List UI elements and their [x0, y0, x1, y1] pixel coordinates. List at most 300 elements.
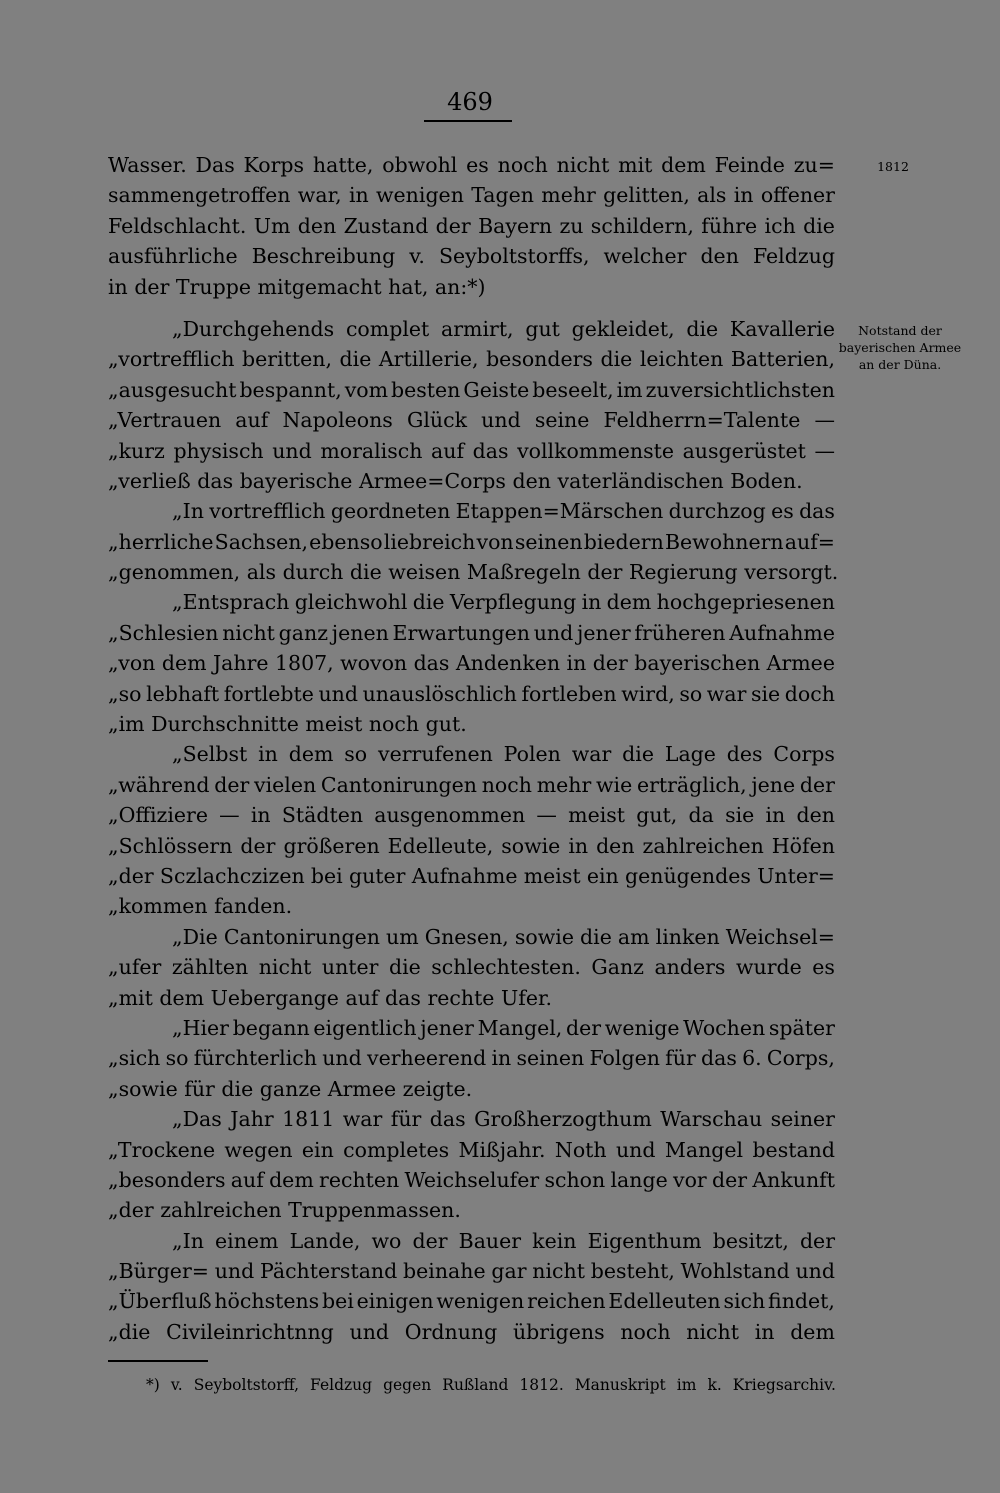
- word: Armee: [327, 1076, 397, 1101]
- text-line: [108, 314, 835, 344]
- word: complet: [345, 316, 430, 341]
- word: „mit: [108, 985, 153, 1010]
- word: besteht,: [590, 1259, 675, 1284]
- word: —: [814, 408, 835, 433]
- word: in: [568, 833, 589, 858]
- word: erträglich,: [636, 772, 747, 797]
- word: lebhaft: [146, 681, 220, 706]
- word: auf: [345, 985, 379, 1010]
- word: dem: [606, 590, 652, 615]
- word: dem: [288, 742, 334, 767]
- word: und: [615, 1137, 656, 1162]
- word: vom: [344, 377, 389, 402]
- word: Feldschlacht.: [108, 213, 247, 238]
- word: „In: [172, 499, 204, 524]
- word: seinen: [514, 529, 583, 554]
- word: sowie: [514, 924, 574, 949]
- word: war,: [297, 183, 342, 208]
- word: besitzt,: [712, 1228, 789, 1253]
- word: armirt,: [441, 316, 514, 341]
- word: „Bürger=: [108, 1259, 209, 1284]
- word: und: [481, 408, 521, 433]
- word: in: [348, 183, 369, 208]
- word: wenigen: [436, 1289, 525, 1314]
- footnote-word: Seyboltstorff,: [193, 1376, 300, 1394]
- word: noch: [481, 772, 532, 797]
- margin-note-line: an der Düna.: [858, 357, 942, 372]
- word: das: [429, 1107, 466, 1132]
- word: und: [322, 1046, 362, 1071]
- word: Bayern: [478, 213, 553, 238]
- word: ein: [586, 863, 619, 888]
- word: doch: [784, 681, 835, 706]
- word: Geiste: [463, 377, 530, 402]
- word: rechte: [427, 985, 495, 1010]
- word: unauslöschlich: [362, 681, 517, 706]
- word: Andenken: [455, 651, 561, 676]
- word: höchstens: [214, 1289, 320, 1314]
- word: Jahr: [230, 1107, 274, 1132]
- word: dem: [790, 1319, 835, 1344]
- word: lange: [610, 1167, 668, 1192]
- word: Armee=Corps: [358, 468, 506, 493]
- word: „ausgesucht: [108, 377, 237, 402]
- word: gekleidet,: [571, 316, 675, 341]
- word: „sowie: [108, 1076, 178, 1101]
- word: zahlreichen: [160, 1198, 282, 1223]
- word: „Hier: [172, 1015, 229, 1040]
- word: sowie: [501, 833, 561, 858]
- word: und: [533, 620, 574, 645]
- word: „der: [108, 1198, 154, 1223]
- word: einigen: [356, 1289, 434, 1314]
- word: die: [349, 560, 382, 585]
- text-line: [108, 922, 835, 952]
- word: schon: [544, 1167, 606, 1192]
- margin-note-side: [830, 322, 970, 373]
- word: Kavallerie: [729, 316, 835, 341]
- margin-note-line: Notstand der: [858, 323, 942, 338]
- word: „vortrefflich: [108, 347, 235, 372]
- word: in: [581, 590, 602, 615]
- word: zuversichtlichsten: [645, 377, 835, 402]
- word: „In: [172, 1228, 204, 1253]
- text-line: [108, 952, 835, 982]
- word: Das: [195, 153, 235, 177]
- text-line: [108, 1074, 835, 1104]
- word: Napoleons: [282, 408, 393, 433]
- word: Aufnahme: [411, 863, 518, 888]
- word: wird,: [621, 681, 675, 706]
- word: mitgemacht: [257, 274, 382, 299]
- footnote-word: im: [676, 1376, 697, 1394]
- word: die: [622, 742, 654, 767]
- word: Cantonirungen: [223, 924, 380, 949]
- word: auf: [230, 1167, 264, 1192]
- word: Civileinrichtnng: [166, 1319, 334, 1344]
- word: Durchschnitte: [151, 712, 299, 737]
- word: Uebergange: [210, 985, 339, 1010]
- word: nicht: [258, 955, 312, 980]
- text-line: [108, 1256, 835, 1286]
- margin-note-line: bayerischen Armee: [838, 340, 962, 355]
- word: „Vertrauen: [108, 408, 222, 433]
- word: Eigenthum: [587, 1228, 702, 1253]
- word: der: [712, 1167, 748, 1192]
- word: jene: [751, 772, 796, 797]
- word: „so: [108, 681, 142, 706]
- word: Corps,: [766, 1046, 835, 1071]
- word: und: [318, 681, 359, 706]
- word: Korps: [243, 153, 305, 177]
- footnote-word: k.: [707, 1376, 722, 1394]
- word: der: [587, 560, 623, 585]
- word: 6.: [742, 1046, 762, 1071]
- word: Aufnahme: [729, 620, 835, 645]
- word: „Selbst: [172, 742, 248, 767]
- text-line: [108, 709, 835, 739]
- word: den: [700, 244, 739, 269]
- word: die: [686, 316, 719, 341]
- word: meist: [523, 863, 581, 888]
- footnote: [146, 1372, 836, 1398]
- word: —: [219, 803, 240, 828]
- word: Wohlstand: [680, 1259, 790, 1284]
- text-line: [108, 648, 835, 678]
- page-number-rule: [424, 120, 512, 122]
- word: von: [476, 529, 514, 554]
- word: es: [812, 955, 835, 980]
- word: ich: [764, 213, 796, 238]
- word: den: [297, 213, 337, 238]
- word: „im: [108, 712, 145, 737]
- word: später: [768, 1015, 835, 1040]
- word: Lage: [664, 742, 716, 767]
- word: dem: [159, 985, 205, 1010]
- text-line: [108, 679, 835, 709]
- text-line: [108, 375, 835, 405]
- word: auf: [235, 408, 269, 433]
- word: sie: [750, 681, 781, 706]
- word: ausgerüstet: [682, 438, 806, 463]
- text-line: [108, 1195, 835, 1225]
- word: in: [491, 1046, 512, 1071]
- word: seinen: [516, 1046, 585, 1071]
- word: eigentlich: [313, 1015, 417, 1040]
- word: bestand: [752, 1137, 835, 1162]
- word: Seyboltstorffs,: [438, 244, 590, 269]
- word: leichten: [639, 347, 724, 372]
- word: ganze: [259, 1076, 322, 1101]
- text-line: [108, 983, 835, 1013]
- word: in: [754, 1319, 775, 1344]
- word: „verließ: [108, 468, 191, 493]
- text-line: [108, 831, 835, 861]
- word: bayerische: [239, 468, 353, 493]
- word: „der: [108, 863, 154, 888]
- word: beinahe: [403, 1259, 486, 1284]
- word: nicht: [222, 620, 275, 645]
- word: bei: [322, 1289, 354, 1314]
- word: für: [665, 1046, 696, 1071]
- text-line: [108, 587, 835, 617]
- word: Beschreibung: [251, 244, 396, 269]
- word: welcher: [603, 244, 687, 269]
- word: findet,: [768, 1289, 835, 1314]
- word: wenigen: [376, 183, 464, 208]
- word: Ganz: [591, 955, 644, 980]
- word: —: [536, 803, 557, 828]
- word: Erwartungen: [392, 620, 530, 645]
- word: Noth: [554, 1137, 607, 1162]
- text-line: [108, 527, 835, 557]
- word: die: [580, 924, 612, 949]
- word: der: [566, 1015, 602, 1040]
- text-line: [108, 496, 835, 526]
- word: wurde: [735, 955, 802, 980]
- word: war: [706, 681, 747, 706]
- word: —: [814, 438, 835, 463]
- word: Sachsen,: [214, 529, 308, 554]
- word: Feldherrn=Talente: [603, 408, 801, 433]
- text-line: [108, 1286, 835, 1316]
- word: es: [466, 153, 489, 177]
- word: beritten,: [242, 347, 332, 372]
- word: in: [566, 651, 587, 676]
- word: bei: [310, 863, 343, 888]
- word: Wochen: [683, 1015, 766, 1040]
- word: hochgepriesenen: [656, 590, 835, 615]
- text-line: [108, 1165, 835, 1195]
- word: „während: [108, 772, 210, 797]
- footnote-word: Kriegsarchiv.: [732, 1376, 836, 1394]
- text-line: [108, 272, 835, 302]
- word: den: [596, 833, 635, 858]
- word: auf=: [784, 529, 835, 554]
- word: Mißjahr.: [458, 1137, 546, 1162]
- word: „Durchgehends: [172, 316, 335, 341]
- word: completes: [343, 1137, 450, 1162]
- word: biedern: [583, 529, 664, 554]
- word: das: [197, 468, 234, 493]
- word: seine: [534, 408, 590, 433]
- word: Mangel: [664, 1137, 744, 1162]
- word: Sczlachczizen: [159, 863, 305, 888]
- footnote-word: 1812.: [519, 1376, 564, 1394]
- word: Edelleute,: [387, 833, 494, 858]
- word: ausgenommen: [374, 803, 526, 828]
- word: ganz: [278, 620, 328, 645]
- word: da: [688, 803, 714, 828]
- word: in: [733, 183, 754, 208]
- word: Tagen: [471, 183, 534, 208]
- word: „von: [108, 651, 156, 676]
- word: unter: [321, 955, 379, 980]
- word: „Offiziere: [108, 803, 208, 828]
- word: des: [726, 742, 763, 767]
- word: guter: [348, 863, 406, 888]
- word: Großherzogthum: [474, 1107, 652, 1132]
- word: gleichwohl: [294, 590, 408, 615]
- word: Warschau: [660, 1107, 763, 1132]
- text-line: [108, 861, 835, 891]
- word: im: [616, 377, 643, 402]
- word: wenige: [604, 1015, 680, 1040]
- text-line: [108, 150, 835, 180]
- word: der: [134, 274, 170, 299]
- word: mehr: [536, 772, 592, 797]
- word: „Schlössern: [108, 833, 233, 858]
- word: Ordnung: [404, 1319, 498, 1344]
- word: vor: [673, 1167, 707, 1192]
- word: meist: [568, 803, 626, 828]
- word: Pächterstand: [259, 1259, 398, 1284]
- word: am: [617, 924, 650, 949]
- word: bespannt,: [239, 377, 342, 402]
- word: war: [342, 1107, 383, 1132]
- word: „kommen: [108, 894, 208, 919]
- word: fortleben: [521, 681, 617, 706]
- word: Weichselufer: [404, 1167, 540, 1192]
- word: Ufer.: [501, 985, 553, 1010]
- word: fanden.: [214, 894, 293, 919]
- word: in: [108, 274, 128, 299]
- word: den: [512, 468, 551, 493]
- word: Truppenmassen.: [288, 1198, 461, 1223]
- word: wegen: [224, 1137, 293, 1162]
- word: „ufer: [108, 955, 162, 980]
- word: Unter=: [757, 863, 835, 888]
- page-number: 469: [447, 88, 493, 116]
- word: der: [799, 1228, 835, 1253]
- word: Truppe: [175, 274, 251, 299]
- word: gut.: [425, 712, 467, 737]
- word: sie: [725, 803, 755, 828]
- word: bayerischen: [634, 651, 761, 676]
- word: übrigens: [512, 1319, 605, 1344]
- text-line: [108, 1043, 835, 1073]
- footnote-rule: [108, 1360, 208, 1362]
- word: „Das: [172, 1107, 222, 1132]
- word: „Die: [172, 924, 218, 949]
- word: jener: [577, 620, 631, 645]
- word: Um: [253, 213, 291, 238]
- word: Etappen=Märschen: [455, 499, 664, 524]
- word: und: [795, 1259, 835, 1284]
- word: und: [214, 1259, 255, 1284]
- word: gelitten,: [603, 183, 690, 208]
- word: beseelt,: [532, 377, 614, 402]
- word: besten: [391, 377, 461, 402]
- word: Bewohnern: [664, 529, 784, 554]
- text-line: [108, 891, 835, 921]
- word: jenen: [331, 620, 389, 645]
- word: zu=: [793, 153, 835, 177]
- word: gut: [525, 316, 560, 341]
- word: zahlreichen: [642, 833, 764, 858]
- word: als: [697, 183, 727, 208]
- word: Mangel,: [477, 1015, 563, 1040]
- text-line: [108, 1317, 835, 1347]
- word: der: [412, 1228, 448, 1253]
- word: gut,: [636, 803, 678, 828]
- word: mehr: [541, 183, 596, 208]
- footnote-word: v.: [170, 1376, 183, 1394]
- word: „sich: [108, 1046, 161, 1071]
- word: in: [765, 803, 786, 828]
- word: ein: [301, 1137, 334, 1162]
- word: genügendes: [625, 863, 751, 888]
- word: das: [472, 438, 509, 463]
- word: Bauer: [458, 1228, 522, 1253]
- word: hat,: [388, 274, 429, 299]
- word: „herrliche: [108, 529, 214, 554]
- word: Artillerie,: [378, 347, 479, 372]
- footnote-word: Rußland: [442, 1376, 509, 1394]
- word: der: [435, 213, 471, 238]
- word: rechten: [319, 1167, 400, 1192]
- word: einem: [215, 1228, 279, 1253]
- text-line: [108, 1135, 835, 1165]
- word: Städten: [281, 803, 364, 828]
- paragraph-gap: [108, 302, 835, 314]
- word: verheerend: [366, 1046, 487, 1071]
- word: das: [413, 651, 450, 676]
- word: Verpflegung: [449, 590, 577, 615]
- word: Regierung: [628, 560, 738, 585]
- word: v.: [409, 244, 425, 269]
- text-line: [108, 436, 835, 466]
- word: dem: [269, 1167, 314, 1192]
- word: ebenso: [309, 529, 383, 554]
- word: Feldzug: [752, 244, 835, 269]
- word: Weichsel=: [725, 924, 835, 949]
- word: vaterländischen: [557, 468, 724, 493]
- text-line: [108, 241, 835, 271]
- word: war: [571, 742, 612, 767]
- word: um: [386, 924, 419, 949]
- word: mit: [618, 153, 653, 177]
- word: fürchterlich: [193, 1046, 317, 1071]
- word: in: [258, 742, 278, 767]
- word: „besonders: [108, 1167, 226, 1192]
- word: liebreich: [383, 529, 476, 554]
- word: die: [412, 590, 445, 615]
- word: fortlebte: [223, 681, 314, 706]
- text-line: [108, 180, 835, 210]
- text-line: [108, 800, 835, 830]
- word: noch: [620, 1319, 671, 1344]
- word: „Entsprach: [172, 590, 290, 615]
- text-line: [108, 557, 839, 587]
- word: als: [246, 560, 277, 585]
- word: nicht: [532, 1259, 585, 1284]
- word: die: [600, 347, 633, 372]
- footnote-word: Feldzug: [310, 1376, 373, 1394]
- footnote-word: gegen: [383, 1376, 432, 1394]
- word: an:*): [434, 274, 486, 299]
- word: zählten: [171, 955, 249, 980]
- word: Zustand: [343, 213, 429, 238]
- word: Ankunft: [752, 1167, 835, 1192]
- word: moralisch: [320, 438, 423, 463]
- word: geordneten: [330, 499, 451, 524]
- word: kein: [532, 1228, 577, 1253]
- text-line: [108, 770, 835, 800]
- word: führe: [701, 213, 758, 238]
- word: zeigte.: [402, 1076, 473, 1101]
- word: zu: [559, 213, 584, 238]
